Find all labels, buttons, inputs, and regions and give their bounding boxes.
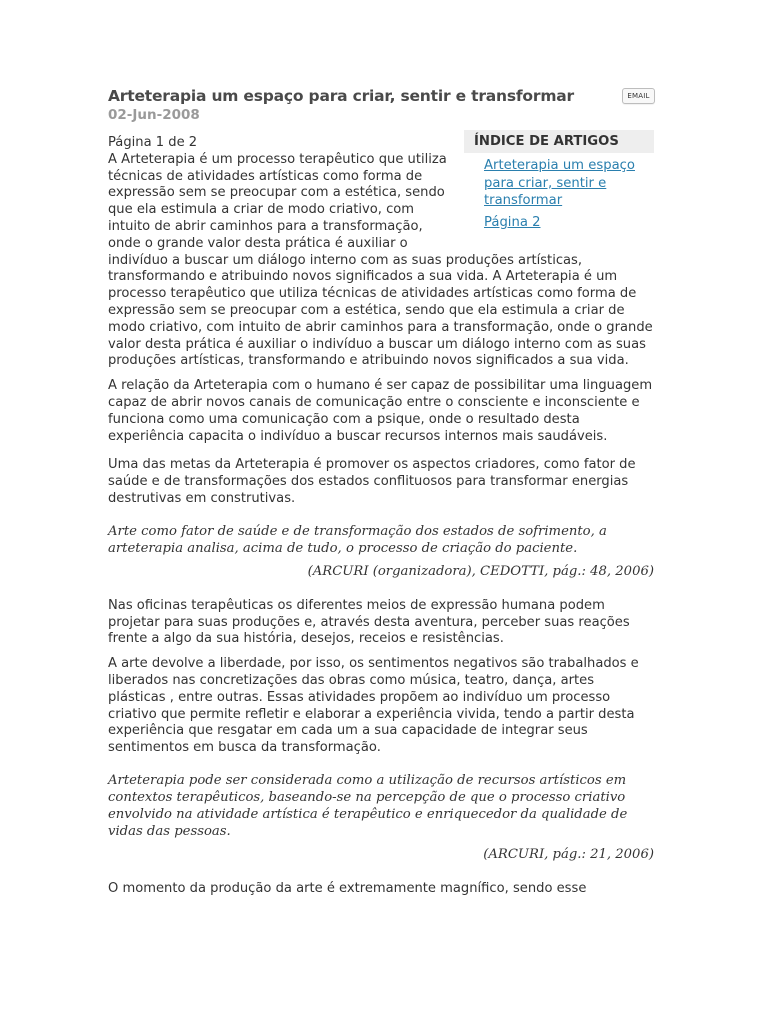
quote-1: Arte como fator de saúde e de transformação dos estados de sofrimento, a arteterapia analisa, acima de tudo, o processo de criação do paciente. <box>108 523 607 556</box>
paragraph-2: A relação da Arteterapia com o humano é ser capaz de possibilitar uma linguagem capaz de abrir novos canais de comunicação entre o consciente e inconsciente e funciona como uma comunicação com a psique, onde o resultado desta experiência capacita o indivíduo a buscar recursos internos mais saudáveis. <box>108 378 653 444</box>
article-index-list <box>464 153 654 231</box>
paragraph-3: Uma das metas da Arteterapia é promover os aspectos criadores, como fator de saúde e de transformações dos estados conflituosos para transformar energias destrutivas em construtivas. <box>108 457 636 506</box>
article-index-heading: ÍNDICE DE ARTIGOS <box>464 130 654 153</box>
article-index <box>464 130 654 235</box>
article-title: Arteterapia um espaço para criar, sentir e transformar <box>108 87 574 105</box>
email-button[interactable]: EMAIL <box>622 88 655 104</box>
article-content <box>108 86 654 906</box>
list-item <box>484 214 654 232</box>
article-body <box>108 135 654 898</box>
citation-1: (ARCURI (organizadora), CEDOTTI, pág.: 48, 2006) <box>307 563 654 579</box>
quote-2: Arteterapia pode ser considerada como a utilização de recursos artísticos em contextos terapêuticos, baseando-se na percepção de que o processo criativo envolvido na atividade artística é terapêutico e enriquecedor da qualidade de vidas das pessoas. <box>108 772 628 839</box>
index-link-page-2[interactable]: Página 2 <box>484 214 541 230</box>
index-link-part-1[interactable]: Arteterapia um espaço para criar, sentir e transformar <box>484 158 635 208</box>
paragraph-1: A Arteterapia é um processo terapêutico que utiliza técnicas de atividades artísticas como forma de expressão sem se preocupar com a estética, sendo que ela estimula a criar de modo criativo, com intuito de abrir caminhos para a transformação, onde o grande valor desta prática é auxiliar o indivíduo a buscar um diálogo interno com as suas produções artísticas, transformando e atribuindo novos significados a sua vida. A Arteterapia é um processo terapêutico que utiliza técnicas de atividades artísticas como forma de expressão sem se preocupar com a estética, sendo que ela estimula a criar de modo criativo, com intuito de abrir caminhos para a transformação, onde o grande valor desta prática é auxiliar o indivíduo a buscar um diálogo interno com as suas produções artísticas, transformando e atribuindo novos significados a sua vida. <box>108 151 653 369</box>
citation-2: (ARCURI, pág.: 21, 2006) <box>483 846 654 862</box>
paragraph-5: A arte devolve a liberdade, por isso, os sentimentos negativos são trabalhados e liberados nas concretizações das obras como música, teatro, dança, artes plásticas , entre outras. Essas atividades propõem ao indivíduo um processo criativo que permite refletir e elaborar a experiência vivida, tendo a partir desta experiência que resgatar em cada um a sua capacidade de integrar seus sentimentos em busca da transformação. <box>108 656 639 756</box>
page-indicator: Página 1 de 2 <box>108 135 198 150</box>
paragraph-6: O momento da produção da arte é extremamente magnífico, sendo esse <box>108 880 587 896</box>
list-item <box>484 157 654 210</box>
paragraph-4: Nas oficinas terapêuticas os diferentes meios de expressão humana podem projetar para suas produções e, através desta aventura, perceber suas reações frente a algo da sua história, desejos, receios e resistências. <box>108 597 630 647</box>
article-date: 02-Jun-2008 <box>108 107 200 123</box>
